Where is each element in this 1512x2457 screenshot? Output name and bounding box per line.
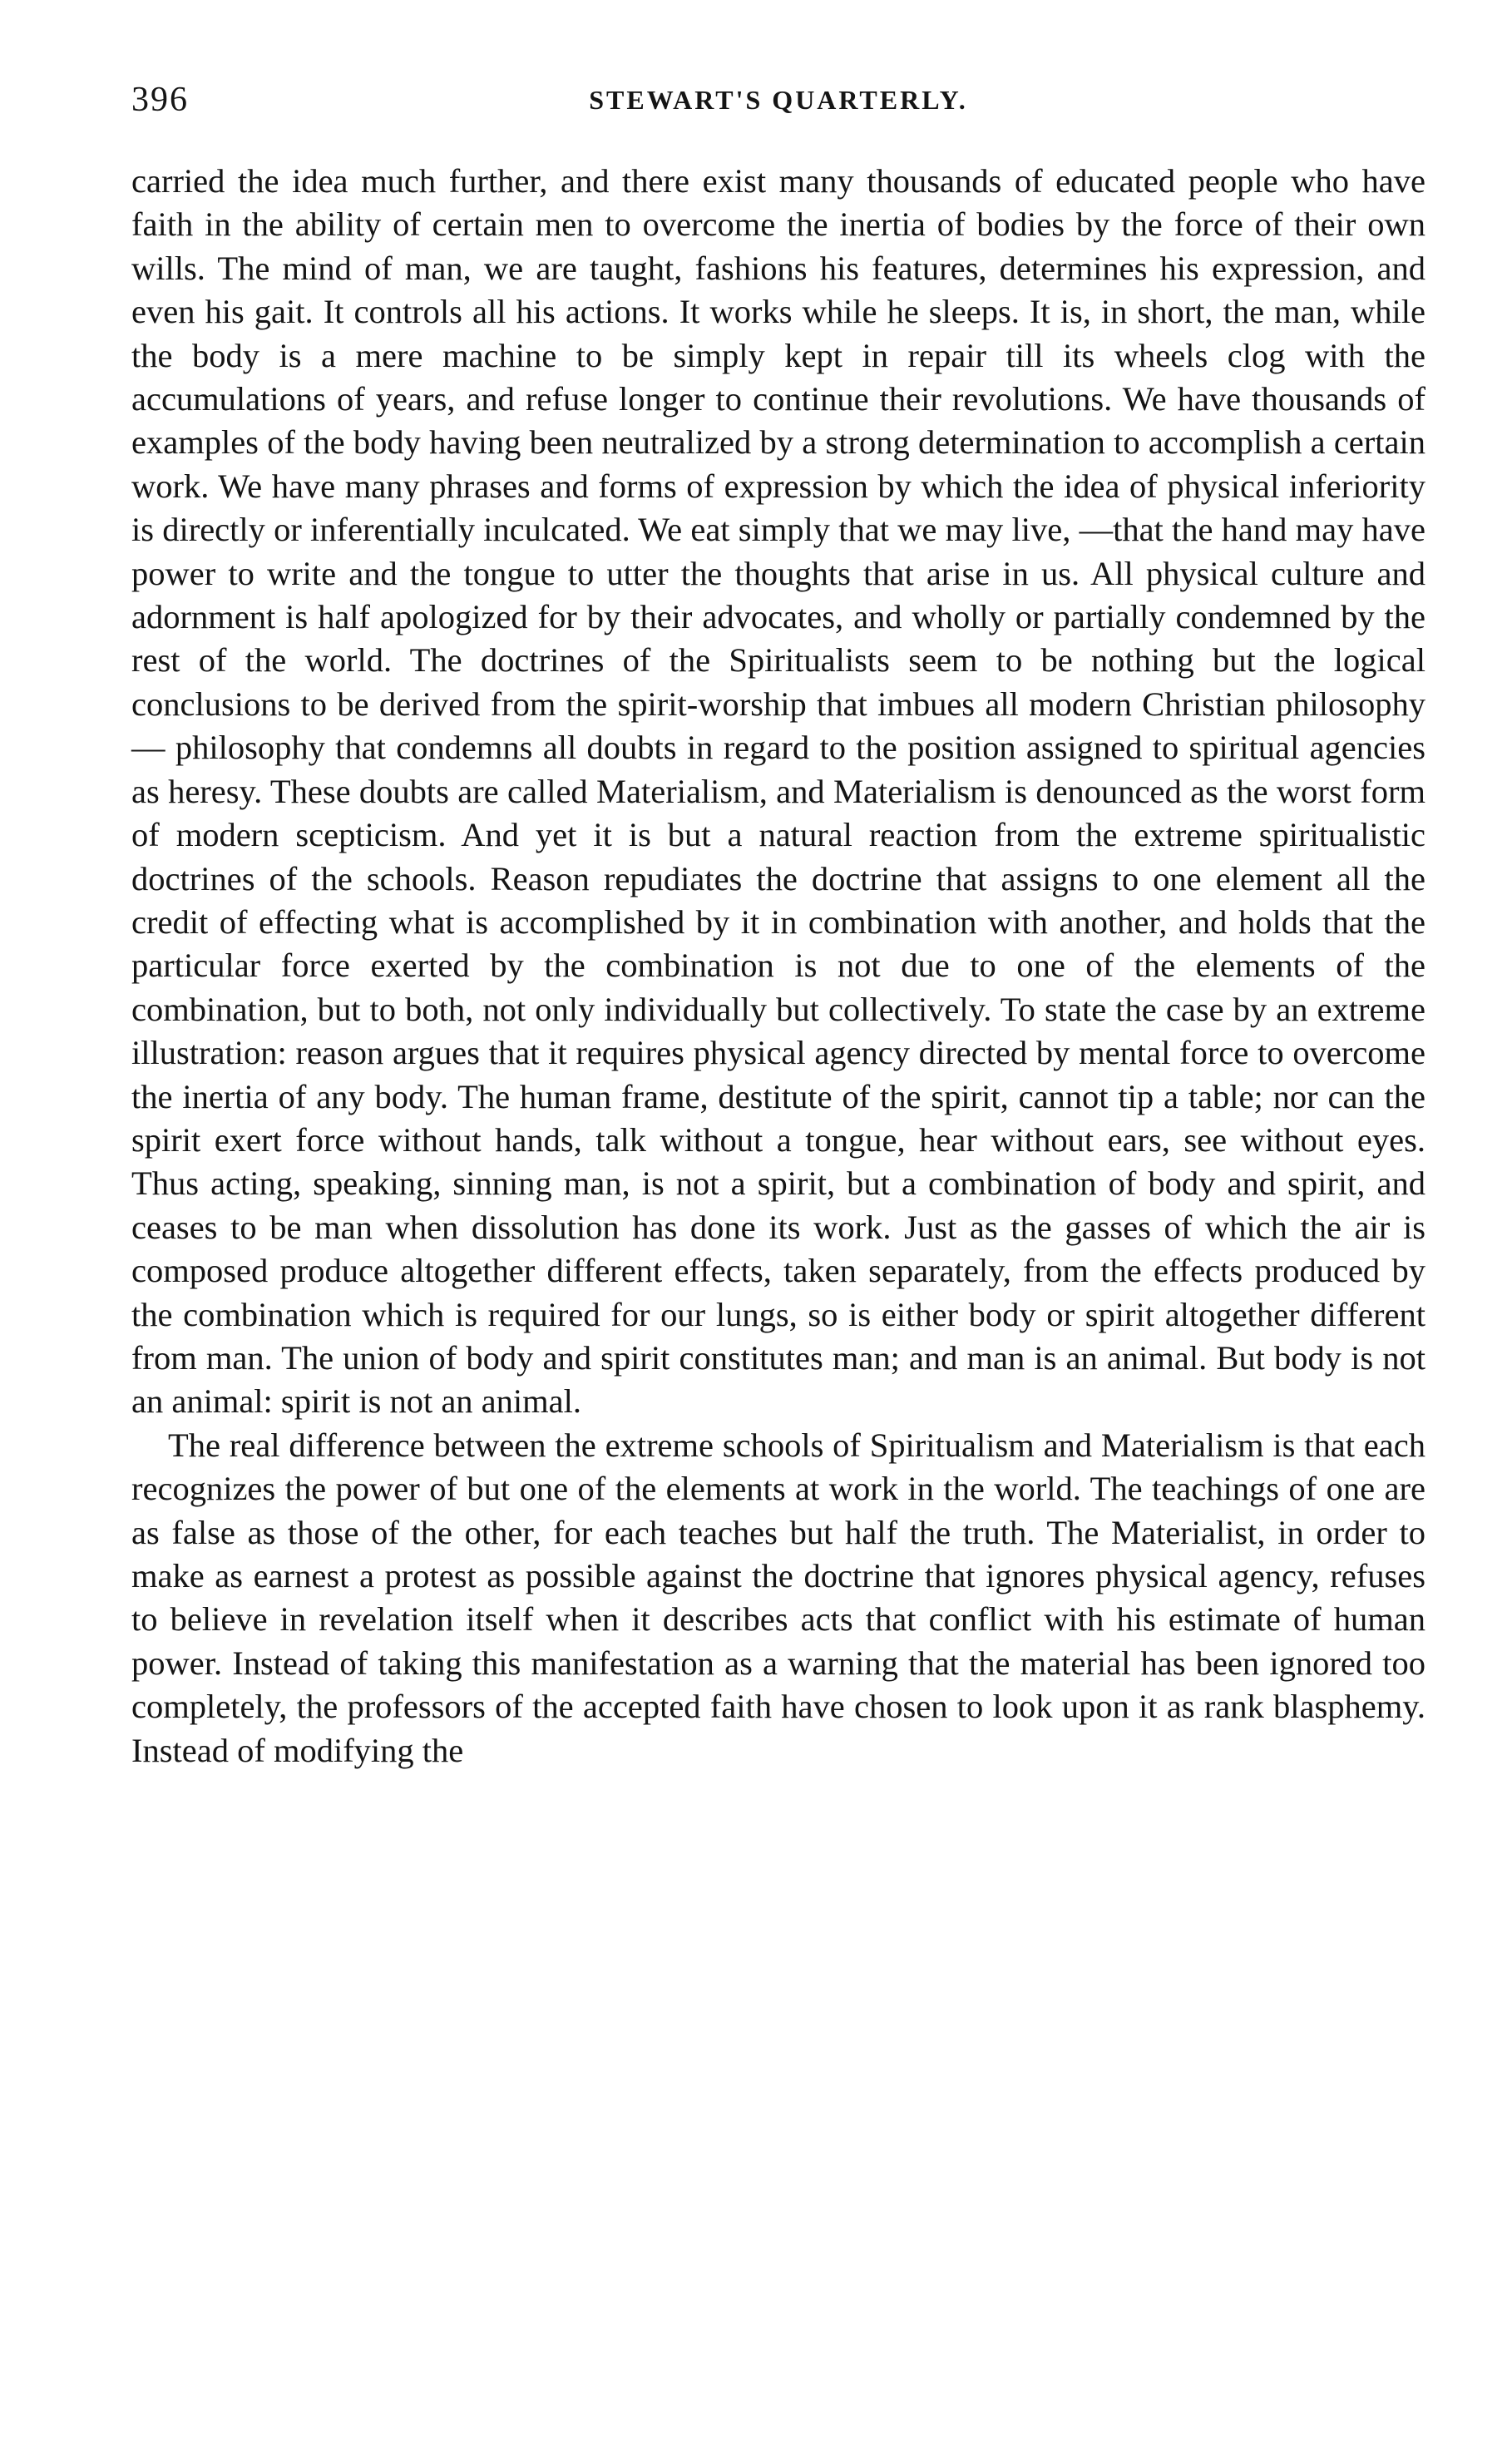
book-page bbox=[131, 80, 1426, 1772]
paragraph-2: The real difference between the extreme schools of Spiritualism and Materialism is that each recognizes the power of but one of the elements at work in the world. The teachings of one are as false as those of the other, for each teaches but half the truth. The Materialist, in order to make as earnest a protest as possible against the doctrine that ignores physical agency, refuses to believe in revelation itself when it describes acts that conflict with his estimate of human power. Instead of taking this manifestation as a warning that the material has been ignored too completely, the professors of the accepted faith have chosen to look upon it as rank blasphemy. Instead of modifying the bbox=[131, 1426, 1426, 1769]
body-text bbox=[131, 160, 1426, 1772]
journal-title: STEWART'S QUARTERLY. bbox=[589, 85, 968, 115]
running-head bbox=[131, 80, 1426, 138]
paragraph-1: carried the idea much further, and there exist many thousands of educated people who have faith in the ability of certain men to overcome the inertia of bodies by the force of their own wills. The mind of man, we are taught, fashions his features, determines his expression, and even his gait. It controls all his actions. It works while he sleeps. It is, in short, the man, while the body is a mere machine to be simply kept in repair till its wheels clog with the accumulations of years, and refuse longer to continue their revolutions. We have thousands of examples of the body having been neutralized by a strong determination to accomplish a certain work. We have many phrases and forms of expression by which the idea of physical inferiority is directly or inferentially inculcated. We eat simply that we may live, —that the hand may have power to write and the tongue to utter the thoughts that arise in us. All physical culture and adornment is half apologized for by their advocates, and wholly or partially condemned by the rest of the world. The doctrines of the Spiritualists seem to be nothing but the logical conclusions to be derived from the spirit-worship that imbues all modern Christian philosophy — philosophy that condemns all doubts in regard to the position assigned to spiritual agencies as heresy. These doubts are called Materialism, and Materialism is denounced as the worst form of modern scepticism. And yet it is but a natural reaction from the extreme spiritualistic doctrines of the schools. Reason repudiates the doctrine that assigns to one element all the credit of effecting what is accomplished by it in combination with another, and holds that the particular force exerted by the combination is not due to one of the elements of the combination, but to both, not only individually but collectively. To state the case by an extreme illustration: reason argues that it requires physical agency directed by mental force to overcome the inertia of any body. The human frame, destitute of the spirit, cannot tip a table; nor can the spirit exert force without hands, talk without a tongue, hear without ears, see without eyes. Thus acting, speaking, sinning man, is not a spirit, but a combination of body and spirit, and ceases to be man when dissolution has done its work. Just as the gasses of which the air is composed produce altogether different effects, taken separately, from the effects produced by the combination which is required for our lungs, so is either body or spirit altogether different from man. The union of body and spirit constitutes man; and man is an animal. But body is not an animal: spirit is not an animal. bbox=[131, 162, 1426, 1421]
page-number: 396 bbox=[131, 81, 189, 119]
